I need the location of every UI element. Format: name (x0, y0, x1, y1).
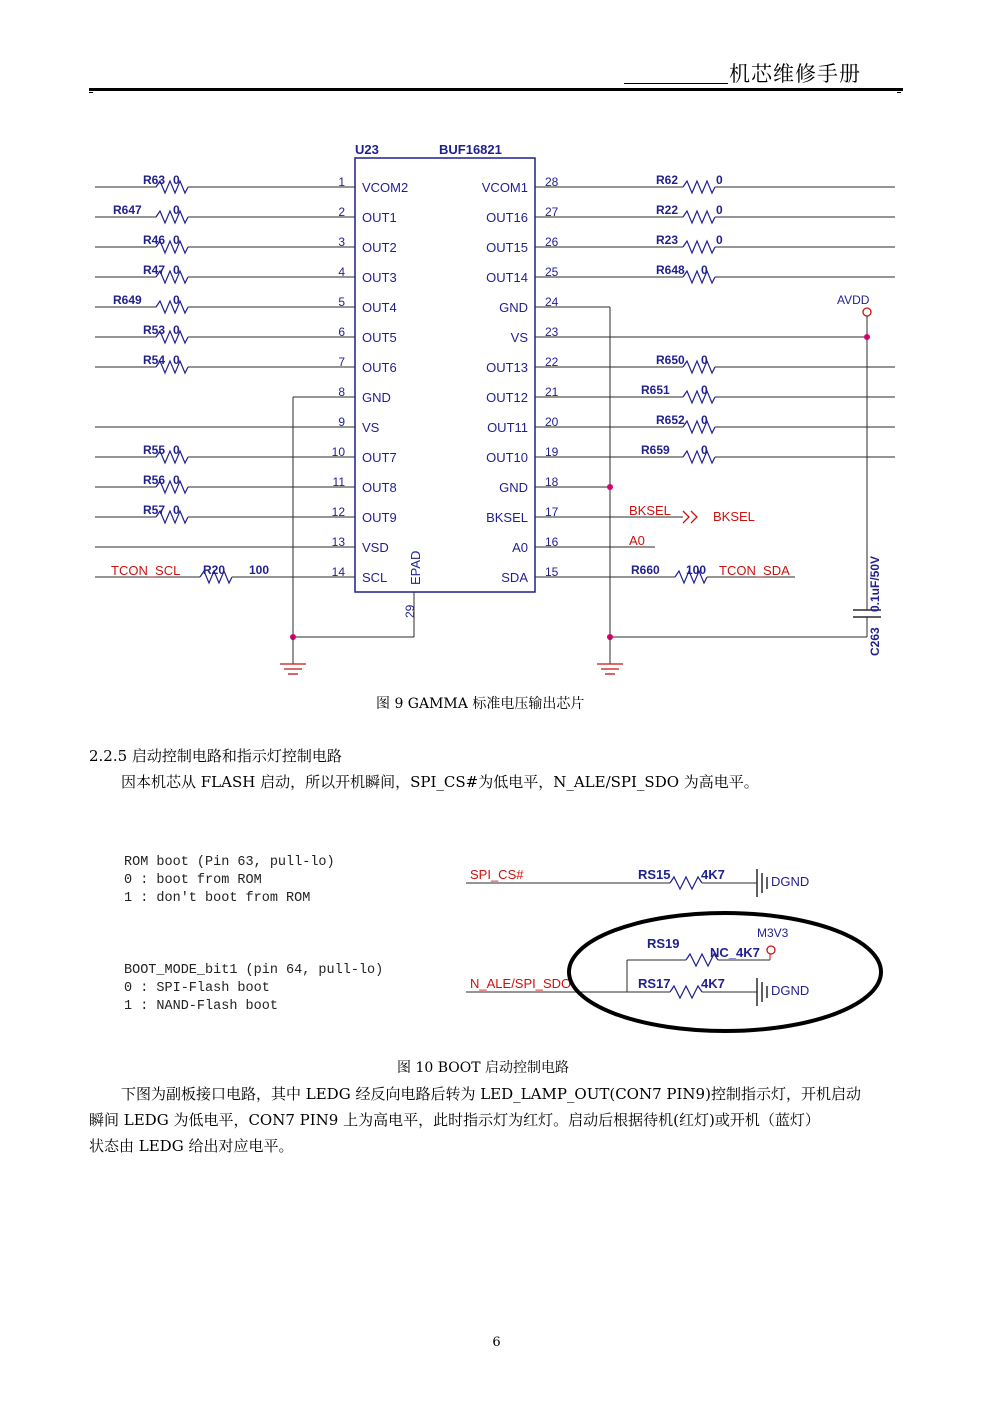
pin-number-right: 18 (545, 475, 559, 489)
pin-name-left: OUT5 (362, 330, 397, 345)
pin-name-right: OUT14 (486, 270, 528, 285)
res-rs15-value: 4K7 (701, 867, 725, 882)
pin-name-left: OUT9 (362, 510, 397, 525)
junction-right-gnd (607, 484, 613, 490)
resistor-ref: R659 (641, 443, 670, 457)
resistor-value: 0 (716, 233, 723, 247)
resistor-symbol (683, 271, 715, 283)
pin-name-right: A0 (512, 540, 528, 555)
net-tcon-sda: TCON_SDA (719, 563, 790, 578)
resistor-ref: R46 (143, 233, 166, 247)
resistor-ref: R62 (656, 173, 679, 187)
chip-part: BUF16821 (439, 142, 502, 157)
resistor-rs15-symbol (670, 877, 702, 889)
code-line: ROM boot (Pin 63, pull-lo) (124, 855, 335, 870)
resistor-symbol (683, 181, 715, 193)
res-rs19: RS19 (647, 936, 680, 951)
resistor-symbol (683, 391, 715, 403)
pin-name-left: VCOM2 (362, 180, 409, 195)
highlight-ellipse (569, 913, 881, 1031)
resistor-value: 0 (701, 413, 708, 427)
resistor-value: 0 (701, 263, 708, 277)
resistor-ref: R651 (641, 383, 670, 397)
port-arrow-icon (683, 511, 689, 523)
pin-name-left: VS (362, 420, 380, 435)
pin-number-right: 22 (545, 355, 559, 369)
resistor-ref: R20 (203, 563, 226, 577)
pin-name-left: OUT4 (362, 300, 397, 315)
pin-number-left: 1 (338, 175, 345, 189)
code-line: 1 : NAND-Flash boot (124, 999, 278, 1014)
resistor-symbol (683, 241, 715, 253)
pin-name-left: GND (362, 390, 391, 405)
pin-number-right: 23 (545, 325, 559, 339)
pin-number-left: 13 (331, 535, 345, 549)
res-rs17-value: 4K7 (701, 976, 725, 991)
resistor-value: 0 (701, 443, 708, 457)
port-bksel: BKSEL (713, 509, 755, 524)
junction-avdd (864, 334, 870, 340)
pin-name-left: OUT2 (362, 240, 397, 255)
resistor-ref: R63 (143, 173, 166, 187)
pin-number-right: 28 (545, 175, 559, 189)
resistor-ref: R23 (656, 233, 679, 247)
pin-number-left: 14 (331, 565, 345, 579)
pin-name-right: VS (510, 330, 528, 345)
resistor-rs17-symbol (670, 986, 702, 998)
pin-number-right: 21 (545, 385, 559, 399)
resistor-value: 100 (686, 563, 707, 577)
resistor-ref: R53 (143, 323, 166, 337)
resistor-value: 0 (173, 353, 180, 367)
resistor-ref: R57 (143, 503, 166, 517)
figure-10-caption: 图 10 BOOT 启动控制电路 (397, 1060, 570, 1076)
pin-name-right: OUT11 (487, 420, 528, 435)
pin-name-right: GND (499, 480, 528, 495)
paragraph-2-line-3: 状态由 LEDG 给出对应电平。 (89, 1137, 294, 1155)
resistor-value: 0 (173, 263, 180, 277)
resistor-symbol (683, 361, 715, 373)
resistor-symbol (156, 211, 188, 223)
pin-name-left: OUT8 (362, 480, 397, 495)
pin-number-left: 5 (338, 295, 345, 309)
pin-number-right: 19 (545, 445, 559, 459)
avdd-label: AVDD (837, 293, 870, 307)
code-line: 0 : SPI-Flash boot (124, 981, 270, 996)
dgnd-label-1: DGND (771, 874, 810, 889)
section-heading: 2.2.5 启动控制电路和指示灯控制电路 (89, 747, 342, 765)
resistor-symbol (683, 211, 715, 223)
pin-number-left: 12 (331, 505, 345, 519)
pin-number-left: 11 (332, 475, 345, 489)
pin-number-left: 4 (338, 265, 345, 279)
pin-name-left: OUT1 (362, 210, 397, 225)
pin-number-right: 16 (545, 535, 559, 549)
net-n-ale: N_ALE/SPI_SDO (470, 976, 572, 991)
pin-name-right: GND (499, 300, 528, 315)
avdd-terminal (863, 308, 871, 316)
resistor-value: 0 (173, 293, 180, 307)
right-pins (482, 173, 895, 585)
net-bksel: BKSEL (629, 503, 671, 518)
resistor-ref: R648 (656, 263, 685, 277)
pin-number-left: 6 (338, 325, 345, 339)
pin-number-right: 27 (545, 205, 559, 219)
resistor-value: 0 (173, 443, 180, 457)
resistor-value: 100 (249, 563, 270, 577)
figure-9-caption: 图 9 GAMMA 标准电压输出芯片 (376, 696, 585, 712)
resistor-ref: R650 (656, 353, 685, 367)
resistor-value: 0 (173, 503, 180, 517)
header-title: 机芯维修手册 (729, 62, 861, 86)
m3v3-label: M3V3 (757, 926, 789, 940)
pin-number-right: 20 (545, 415, 559, 429)
left-pins (95, 173, 408, 585)
pin-name-right: SDA (501, 570, 528, 585)
resistor-value: 0 (716, 203, 723, 217)
figure-10-schematic (124, 855, 881, 1031)
code-line: 1 : don't boot from ROM (124, 891, 311, 906)
pin-name-left: SCL (362, 570, 388, 585)
resistor-ref: R660 (631, 563, 660, 577)
resistor-symbol (156, 301, 188, 313)
resistor-value: 0 (173, 203, 180, 217)
pin-number-right: 25 (545, 265, 559, 279)
resistor-symbol (683, 451, 715, 463)
resistor-value: 0 (173, 473, 180, 487)
pin-name-right: OUT16 (486, 210, 528, 225)
m3v3-terminal (767, 946, 775, 954)
resistor-ref: R649 (113, 293, 142, 307)
net-spi-cs: SPI_CS# (470, 867, 524, 882)
pin-number-right: 15 (545, 565, 559, 579)
chip-ref: U23 (355, 142, 379, 157)
pin-number-left: 9 (338, 415, 345, 429)
resistor-symbol (683, 421, 715, 433)
pin-number-left: 8 (338, 385, 345, 399)
pin-number-right: 26 (545, 235, 559, 249)
page-number: 6 (492, 1335, 501, 1350)
res-rs15: RS15 (638, 867, 671, 882)
pin-name-right: OUT12 (486, 390, 528, 405)
pin-number-left: 10 (331, 445, 345, 459)
resistor-value: 0 (701, 353, 708, 367)
pin-number-right: 17 (545, 505, 559, 519)
paragraph-2-line-1: 下图为副板接口电路，其中 LEDG 经反向电路后转为 LED_LAMP_OUT(CON7 PIN9)控制指示灯，开机启动 (121, 1085, 861, 1103)
pin-number-left: 2 (338, 205, 345, 219)
resistor-ref: R47 (143, 263, 166, 277)
code-line: 0 : boot from ROM (124, 873, 262, 888)
pin-number-left: 3 (338, 235, 345, 249)
pin-name-left: OUT7 (362, 450, 397, 465)
dgnd-label-2: DGND (771, 983, 810, 998)
net-a0: A0 (629, 533, 645, 548)
net-tcon-scl: TCON_SCL (111, 563, 181, 578)
resistor-ref: R22 (656, 203, 679, 217)
resistor-value: 0 (173, 323, 180, 337)
pin-name-right: OUT10 (486, 450, 528, 465)
resistor-value: 0 (716, 173, 723, 187)
cap-ref: C263 (868, 627, 882, 656)
resistor-ref: R56 (143, 473, 166, 487)
figure-9-schematic (95, 142, 895, 674)
paragraph-2-line-2: 瞬间 LEDG 为低电平，CON7 PIN9 上为高电平，此时指示灯为红灯。启动后根据待机(红灯)或开机（蓝灯） (89, 1111, 820, 1129)
cap-value: 0.1uF/50V (868, 555, 882, 612)
pin-name-left: OUT3 (362, 270, 397, 285)
boot-code-text (124, 855, 383, 1014)
pin-name-right: BKSEL (486, 510, 528, 525)
pin-name-left: VSD (362, 540, 389, 555)
resistor-value: 0 (173, 173, 180, 187)
resistor-value: 0 (173, 233, 180, 247)
epad-label: EPAD (408, 550, 423, 585)
res-rs17: RS17 (638, 976, 671, 991)
pin-name-right: OUT13 (486, 360, 528, 375)
pin-name-right: VCOM1 (481, 180, 528, 195)
pin-number-left: 7 (338, 355, 345, 369)
res-rs19-value: NC_4K7 (710, 945, 760, 960)
pin-name-right: OUT15 (486, 240, 528, 255)
resistor-value: 0 (701, 383, 708, 397)
code-line: BOOT_MODE_bit1 (pin 64, pull-lo) (124, 963, 384, 978)
resistor-ref: R55 (143, 443, 166, 457)
section-paragraph-1: 因本机芯从 FLASH 启动，所以开机瞬间，SPI_CS#为低电平，N_ALE/SPI_SDO 为高电平。 (121, 773, 759, 791)
resistor-ref: R54 (143, 353, 166, 367)
resistor-ref: R652 (656, 413, 685, 427)
epad-pin: 29 (403, 604, 417, 618)
resistor-ref: R647 (113, 203, 142, 217)
pin-name-left: OUT6 (362, 360, 397, 375)
pin-number-right: 24 (545, 295, 559, 309)
